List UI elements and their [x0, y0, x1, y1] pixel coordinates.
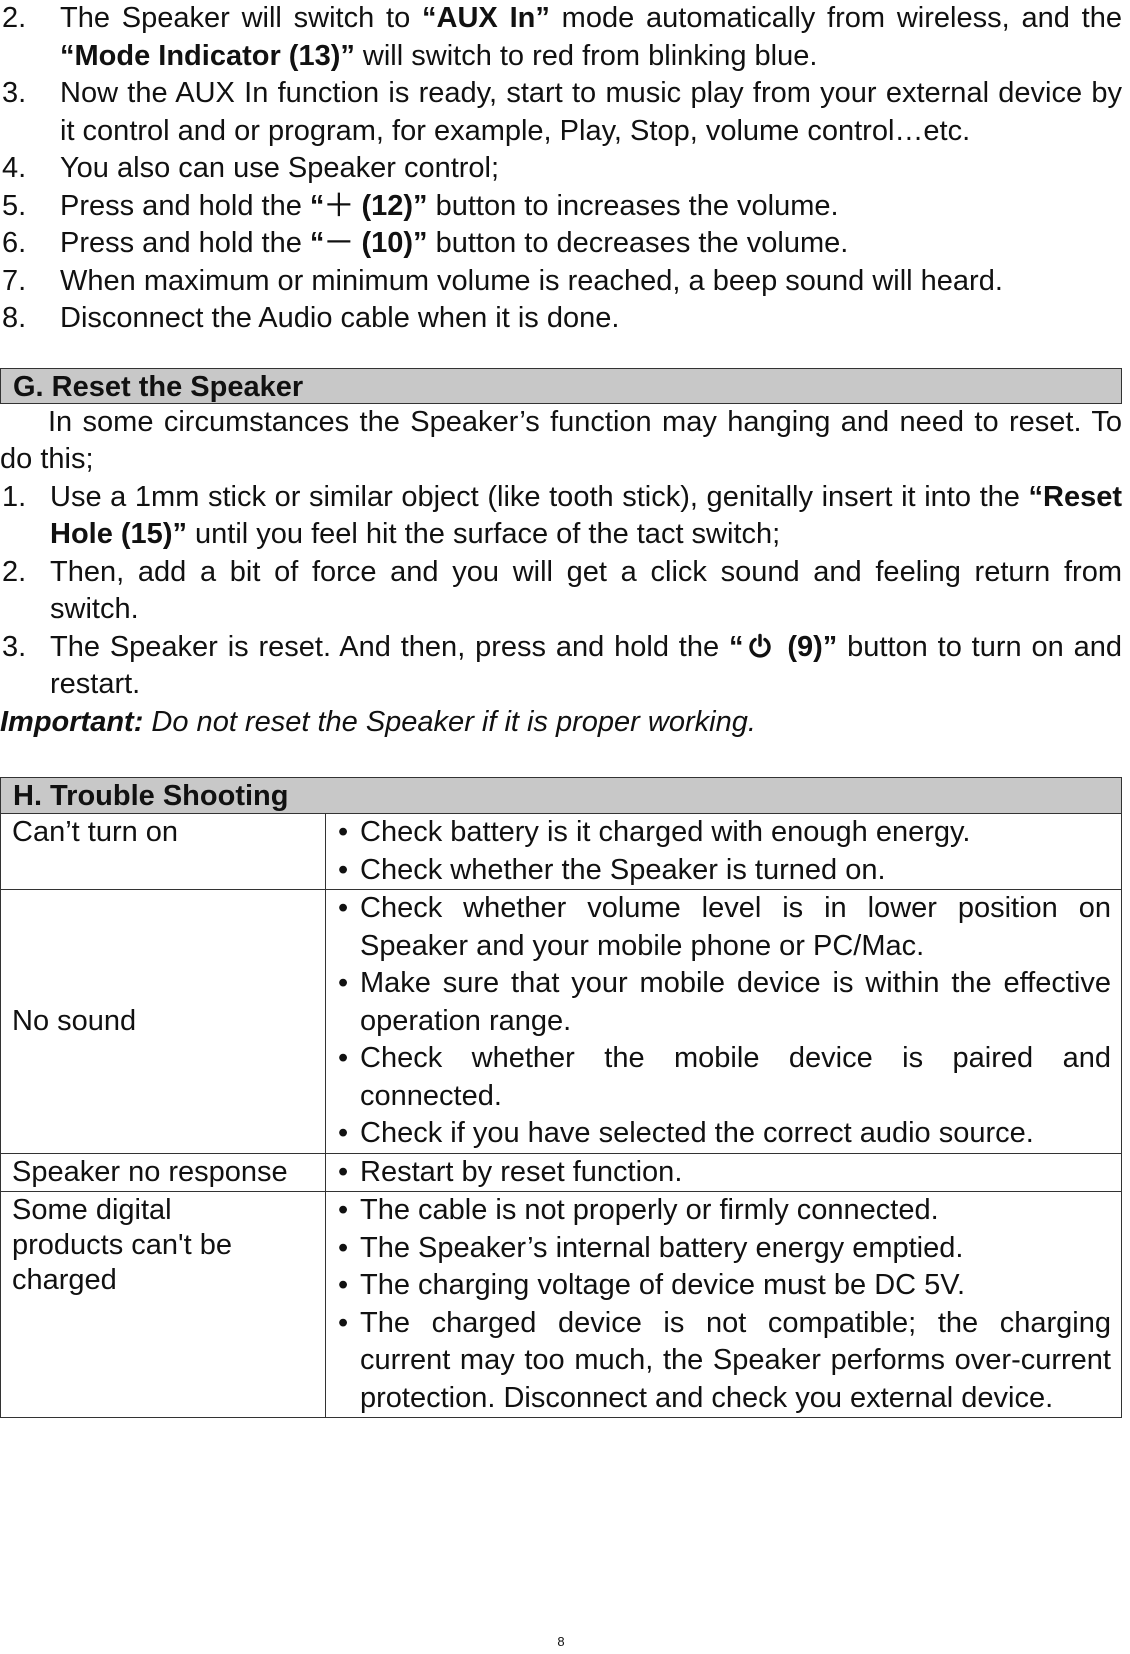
- list-item: [0, 225, 1122, 263]
- text-run: button to increases the volume.: [427, 189, 839, 222]
- reset-intro-paragraph: In some circumstances the Speaker’s function may hanging and need to reset. To do this;: [0, 405, 1122, 475]
- text-run: will switch to red from blinking blue.: [354, 39, 818, 72]
- bullet-icon: •: [338, 1155, 349, 1188]
- fix-cell: [326, 1192, 1122, 1418]
- fix-text: The cable is not properly or firmly connected.: [360, 1194, 939, 1226]
- fix-text: The charged device is not compatible; the charging current may too much, the Speaker performs over-current protection. Disconnect and check you external device.: [360, 1306, 1111, 1414]
- fix-text: Check whether the Speaker is turned on.: [360, 853, 886, 886]
- aux-in-steps-list: [0, 0, 1122, 338]
- section-h-heading: H. Trouble Shooting: [0, 777, 1122, 813]
- page-number: 8: [557, 1634, 565, 1649]
- text-run: When maximum or minimum volume is reached, a beep sound will heard.: [60, 264, 1003, 297]
- important-text: Do not reset the Speaker if it is proper working.: [143, 705, 756, 738]
- list-item-number: 6.: [2, 227, 27, 259]
- bullet-icon: •: [338, 967, 349, 999]
- troubleshooting-section: [0, 777, 1122, 1418]
- list-item-text: [60, 75, 1122, 150]
- list-item-number: 7.: [2, 264, 27, 297]
- list-item-text: [50, 554, 1122, 629]
- bullet-icon: •: [338, 853, 349, 886]
- list-item-number: 8.: [2, 302, 27, 334]
- list-item-number: 2.: [2, 2, 27, 34]
- bullet-icon: •: [338, 892, 349, 924]
- list-item: [0, 300, 1122, 338]
- reset-steps-list: [0, 479, 1122, 704]
- fix-cell: [326, 890, 1122, 1154]
- text-run: Then, add a bit of force and you will get a click sound and feeling return from switch.: [50, 555, 1122, 625]
- table-row: [1, 814, 1122, 890]
- bullet-icon: •: [338, 816, 349, 848]
- list-item-text: [60, 150, 1122, 188]
- fix-text: Check whether volume level is in lower position on Speaker and your mobile phone or PC/Mac.: [360, 892, 1111, 962]
- bold-text: “－ (10)”: [309, 227, 428, 259]
- list-item-text: [60, 225, 1122, 263]
- text-run: Disconnect the Audio cable when it is done.: [60, 302, 620, 334]
- text-run: Press and hold the: [60, 227, 310, 259]
- text-run: button to decreases the volume.: [427, 227, 849, 259]
- text-run: You also can use Speaker control;: [60, 152, 500, 184]
- text-run: The Speaker is reset. And then, press and hold the: [50, 630, 729, 663]
- spacer: [0, 338, 1122, 368]
- fix-item: [326, 1154, 1111, 1192]
- list-item: [0, 188, 1122, 226]
- bold-text: “: [728, 630, 744, 663]
- reset-section: [0, 368, 1122, 742]
- fix-text: Check battery is it charged with enough energy.: [360, 816, 971, 848]
- list-item: [0, 479, 1122, 554]
- list-item-number: 4.: [2, 152, 27, 184]
- fix-item: [326, 1192, 1111, 1230]
- bold-text: “＋ (12)”: [309, 189, 428, 222]
- fix-item: [326, 1267, 1111, 1305]
- spacer: [0, 741, 1122, 777]
- table-row: [1, 890, 1122, 1154]
- table-row: [1, 1192, 1122, 1418]
- bold-text: “Reset Hole (15)”: [50, 480, 1122, 550]
- list-item-number: 1.: [2, 480, 27, 513]
- issue-cell: Speaker no response: [1, 1153, 326, 1192]
- issue-cell: Some digital products can't be charged: [1, 1192, 326, 1418]
- list-item-text: [60, 300, 1122, 338]
- fix-text: The Speaker’s internal battery energy emptied.: [360, 1231, 964, 1264]
- list-item: [0, 629, 1122, 704]
- bullet-icon: •: [338, 1117, 349, 1149]
- fix-item: [326, 852, 1111, 890]
- power-icon: [747, 632, 773, 658]
- fix-item: [326, 1305, 1111, 1418]
- list-item: [0, 0, 1122, 75]
- list-item: [0, 554, 1122, 629]
- text-run: Press and hold the: [60, 189, 310, 222]
- text-run: until you feel hit the surface of the tact switch;: [186, 518, 781, 550]
- text-run: Now the AUX In function is ready, start to music play from your external device by it control and or program, for example, Play, Stop, volume control…etc.: [60, 77, 1122, 147]
- list-item-number: 5.: [2, 189, 27, 222]
- fix-text: Check if you have selected the correct audio source.: [360, 1117, 1034, 1149]
- list-item-text: [60, 0, 1122, 75]
- issue-cell: No sound: [1, 890, 326, 1154]
- fix-item: [326, 890, 1111, 965]
- fix-cell: [326, 1153, 1122, 1192]
- bullet-icon: •: [338, 1231, 349, 1264]
- bold-text: “AUX In”: [422, 2, 550, 34]
- table-row: [1, 1153, 1122, 1192]
- fix-text: Restart by reset function.: [360, 1155, 683, 1188]
- fix-cell: [326, 814, 1122, 890]
- list-item-text: [60, 188, 1122, 226]
- fix-item: [326, 1115, 1111, 1153]
- bullet-icon: •: [338, 1269, 349, 1301]
- fix-text: The charging voltage of device must be DC 5V.: [360, 1269, 966, 1301]
- list-item-number: 3.: [2, 77, 27, 109]
- important-note: [0, 704, 1122, 742]
- list-item: [0, 263, 1122, 301]
- fix-text: Make sure that your mobile device is within the effective operation range.: [360, 967, 1111, 1037]
- section-g-heading: G. Reset the Speaker: [0, 368, 1122, 404]
- bullet-icon: •: [338, 1194, 349, 1226]
- fix-item: [326, 1040, 1111, 1115]
- text-run: button to turn on and restart.: [50, 630, 1123, 700]
- troubleshooting-table: [0, 813, 1122, 1418]
- list-item-text: [60, 263, 1122, 301]
- text-run: The Speaker will switch to: [60, 2, 423, 34]
- bullet-icon: •: [338, 1306, 349, 1339]
- bold-text: (9)”: [777, 630, 838, 663]
- list-item-number: 2.: [2, 555, 27, 588]
- list-item-number: 3.: [2, 630, 27, 663]
- issue-cell: Can’t turn on: [1, 814, 326, 890]
- list-item: [0, 150, 1122, 188]
- bold-text: “Mode Indicator (13)”: [60, 39, 355, 72]
- text-run: mode automatically from wireless, and the: [549, 2, 1122, 34]
- fix-item: [326, 965, 1111, 1040]
- list-item-text: [50, 629, 1122, 704]
- text-run: Use a 1mm stick or similar object (like tooth stick), genitally insert it into the: [50, 480, 1029, 513]
- list-item-text: [50, 479, 1122, 554]
- fix-item: [326, 1230, 1111, 1268]
- important-label: Important:: [0, 705, 144, 738]
- bullet-icon: •: [338, 1042, 349, 1074]
- fix-item: [326, 814, 1111, 852]
- fix-text: Check whether the mobile device is paired and connected.: [360, 1042, 1111, 1112]
- list-item: [0, 75, 1122, 150]
